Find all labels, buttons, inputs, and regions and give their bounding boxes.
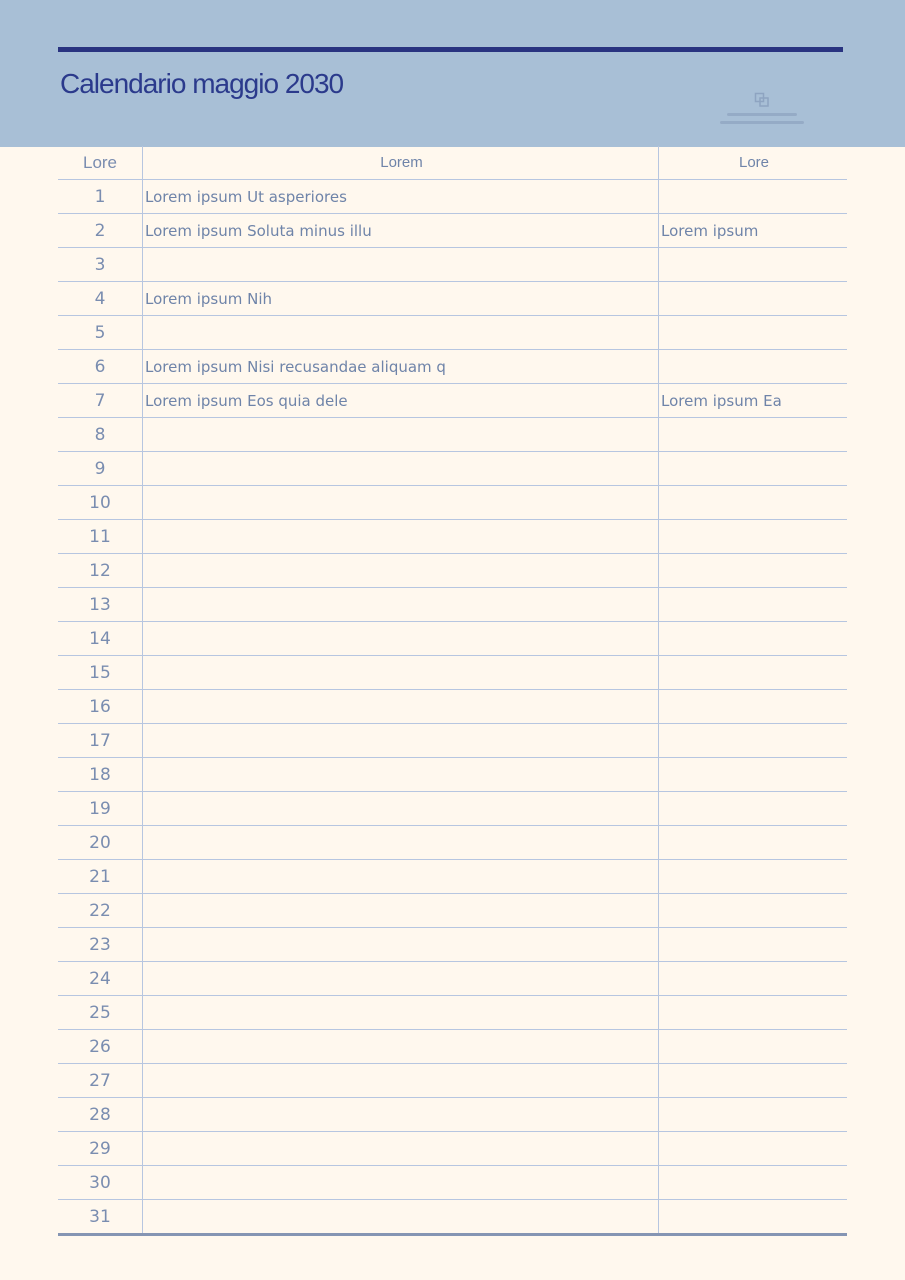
table-row — [58, 282, 847, 316]
event-cell[interactable] — [143, 1098, 659, 1132]
note-cell[interactable] — [659, 452, 848, 486]
table-row — [58, 996, 847, 1030]
event-cell[interactable] — [143, 520, 659, 554]
day-cell[interactable]: 21 — [58, 860, 143, 894]
calendar-body — [58, 180, 847, 1235]
table-row — [58, 384, 847, 418]
logo-text-line — [720, 121, 804, 124]
note-cell[interactable] — [659, 1030, 848, 1064]
table-row — [58, 826, 847, 860]
event-cell[interactable] — [143, 248, 659, 282]
note-cell[interactable] — [659, 622, 848, 656]
event-cell[interactable]: Lorem ipsum Nih — [143, 282, 659, 316]
note-cell[interactable] — [659, 656, 848, 690]
event-cell[interactable] — [143, 1166, 659, 1200]
column-header-event: Lorem — [143, 146, 659, 180]
table-row — [58, 656, 847, 690]
note-cell[interactable] — [659, 588, 848, 622]
day-cell[interactable]: 19 — [58, 792, 143, 826]
day-cell[interactable]: 8 — [58, 418, 143, 452]
event-cell[interactable] — [143, 656, 659, 690]
day-cell[interactable]: 29 — [58, 1132, 143, 1166]
event-cell[interactable] — [143, 758, 659, 792]
table-row — [58, 1064, 847, 1098]
day-cell[interactable]: 5 — [58, 316, 143, 350]
note-cell[interactable] — [659, 1064, 848, 1098]
day-cell[interactable]: 23 — [58, 928, 143, 962]
event-cell[interactable] — [143, 418, 659, 452]
day-cell[interactable]: 7 — [58, 384, 143, 418]
stacked-squares-icon — [754, 92, 770, 108]
note-cell[interactable] — [659, 826, 848, 860]
table-row — [58, 622, 847, 656]
column-header-day: Lore — [58, 146, 143, 180]
header-band — [0, 0, 905, 147]
table-row — [58, 758, 847, 792]
table-row — [58, 1200, 847, 1235]
note-cell[interactable] — [659, 894, 848, 928]
note-cell[interactable] — [659, 316, 848, 350]
note-cell[interactable] — [659, 282, 848, 316]
note-cell[interactable] — [659, 928, 848, 962]
event-cell[interactable] — [143, 928, 659, 962]
page-title: Calendario maggio 2030 — [60, 68, 344, 99]
column-header-note: Lore — [659, 146, 848, 180]
note-cell[interactable] — [659, 554, 848, 588]
event-cell[interactable]: Lorem ipsum Soluta minus illu — [143, 214, 659, 248]
table-row — [58, 962, 847, 996]
event-cell[interactable] — [143, 724, 659, 758]
event-cell[interactable] — [143, 826, 659, 860]
note-cell[interactable] — [659, 792, 848, 826]
event-cell[interactable] — [143, 962, 659, 996]
event-cell[interactable] — [143, 996, 659, 1030]
day-cell[interactable]: 26 — [58, 1030, 143, 1064]
note-cell[interactable]: Lorem ipsum — [659, 214, 848, 248]
table-row — [58, 894, 847, 928]
table-row — [58, 1098, 847, 1132]
day-cell[interactable]: 18 — [58, 758, 143, 792]
table-row — [58, 554, 847, 588]
table-row — [58, 588, 847, 622]
logo — [716, 92, 808, 132]
note-cell[interactable] — [659, 1166, 848, 1200]
table-row — [58, 690, 847, 724]
event-cell[interactable] — [143, 894, 659, 928]
day-cell[interactable]: 25 — [58, 996, 143, 1030]
note-cell[interactable] — [659, 860, 848, 894]
event-cell[interactable] — [143, 792, 659, 826]
day-cell[interactable]: 2 — [58, 214, 143, 248]
note-cell[interactable] — [659, 350, 848, 384]
note-cell[interactable]: Lorem ipsum Ea — [659, 384, 848, 418]
calendar-table — [58, 146, 847, 1236]
note-cell[interactable] — [659, 1200, 848, 1235]
day-cell[interactable]: 16 — [58, 690, 143, 724]
note-cell[interactable] — [659, 180, 848, 214]
note-cell[interactable] — [659, 248, 848, 282]
table-row — [58, 214, 847, 248]
event-cell[interactable]: Lorem ipsum Eos quia dele — [143, 384, 659, 418]
table-row — [58, 928, 847, 962]
day-cell[interactable]: 12 — [58, 554, 143, 588]
table-row — [58, 520, 847, 554]
table-row — [58, 316, 847, 350]
table-row — [58, 350, 847, 384]
event-cell[interactable] — [143, 690, 659, 724]
event-cell[interactable] — [143, 316, 659, 350]
day-cell[interactable]: 28 — [58, 1098, 143, 1132]
day-cell[interactable]: 30 — [58, 1166, 143, 1200]
event-cell[interactable]: Lorem ipsum Nisi recusandae aliquam q — [143, 350, 659, 384]
note-cell[interactable] — [659, 724, 848, 758]
event-cell[interactable]: Lorem ipsum Ut asperiores — [143, 180, 659, 214]
event-cell[interactable] — [143, 486, 659, 520]
header-rule — [58, 47, 843, 52]
note-cell[interactable] — [659, 1098, 848, 1132]
event-cell[interactable] — [143, 554, 659, 588]
table-row — [58, 724, 847, 758]
note-cell[interactable] — [659, 690, 848, 724]
event-cell[interactable] — [143, 622, 659, 656]
table-row — [58, 860, 847, 894]
note-cell[interactable] — [659, 1132, 848, 1166]
day-cell[interactable]: 11 — [58, 520, 143, 554]
event-cell[interactable] — [143, 860, 659, 894]
event-cell[interactable] — [143, 588, 659, 622]
table-row — [58, 1030, 847, 1064]
day-cell[interactable]: 20 — [58, 826, 143, 860]
note-cell[interactable] — [659, 996, 848, 1030]
table-row — [58, 452, 847, 486]
note-cell[interactable] — [659, 520, 848, 554]
day-cell[interactable]: 14 — [58, 622, 143, 656]
day-cell[interactable]: 10 — [58, 486, 143, 520]
day-cell[interactable]: 24 — [58, 962, 143, 996]
day-cell[interactable]: 9 — [58, 452, 143, 486]
table-row — [58, 418, 847, 452]
table-header-row — [58, 146, 847, 180]
logo-text-line — [727, 113, 797, 116]
note-cell[interactable] — [659, 758, 848, 792]
day-cell[interactable]: 17 — [58, 724, 143, 758]
day-cell[interactable]: 15 — [58, 656, 143, 690]
day-cell[interactable]: 3 — [58, 248, 143, 282]
note-cell[interactable] — [659, 418, 848, 452]
day-cell[interactable]: 27 — [58, 1064, 143, 1098]
note-cell[interactable] — [659, 962, 848, 996]
table-row — [58, 180, 847, 214]
event-cell[interactable] — [143, 1064, 659, 1098]
event-cell[interactable] — [143, 452, 659, 486]
table-row — [58, 1166, 847, 1200]
table-row — [58, 792, 847, 826]
day-cell[interactable]: 31 — [58, 1200, 143, 1235]
day-cell[interactable]: 6 — [58, 350, 143, 384]
day-cell[interactable]: 4 — [58, 282, 143, 316]
day-cell[interactable]: 1 — [58, 180, 143, 214]
event-cell[interactable] — [143, 1200, 659, 1235]
event-cell[interactable] — [143, 1132, 659, 1166]
note-cell[interactable] — [659, 486, 848, 520]
table-row — [58, 1132, 847, 1166]
day-cell[interactable]: 13 — [58, 588, 143, 622]
table-row — [58, 248, 847, 282]
event-cell[interactable] — [143, 1030, 659, 1064]
day-cell[interactable]: 22 — [58, 894, 143, 928]
table-row — [58, 486, 847, 520]
